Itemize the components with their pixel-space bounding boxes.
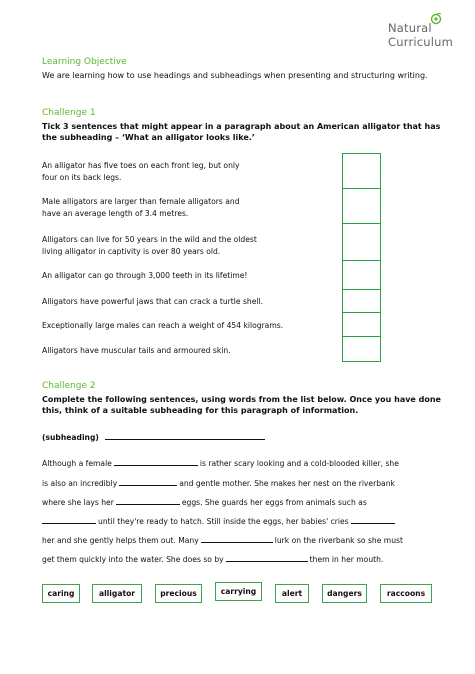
cloze-blank-1[interactable] [114, 458, 198, 466]
sentence-5 [42, 296, 332, 308]
challenge-1-instruction: Tick 3 sentences that might appear in a paragraph about an American alligator that has the subheading – ‘What an alligator looks like.’ [42, 122, 441, 142]
tick-box-5[interactable] [343, 290, 380, 313]
challenge-2-instruction: Complete the following sentences, using words from the list below. Once you have done this, think of a suitable subheading for this paragraph of information. [42, 395, 441, 415]
natural-curriculum-logo [388, 12, 468, 52]
cloze-text: where she lays her [42, 498, 114, 507]
cloze-line-4 [42, 516, 438, 527]
word-bank-alligator[interactable]: alligator [92, 584, 142, 603]
challenge-2-heading: Challenge 2 [42, 381, 96, 391]
logo-text-curriculum: Curriculum [388, 35, 454, 49]
sentence-6 [42, 320, 332, 332]
cloze-blank-5[interactable] [351, 516, 395, 524]
learning-objective-heading: Learning Objective [42, 57, 127, 67]
tick-box-2[interactable] [343, 189, 380, 224]
cloze-text: eggs. She guards her eggs from animals such as [181, 498, 367, 507]
sentence-1-line-1: An alligator has five toes on each front leg, but only [42, 161, 240, 170]
cloze-line-2 [42, 478, 438, 489]
cloze-blank-3[interactable] [116, 497, 180, 505]
tick-box-3[interactable] [343, 224, 380, 261]
learning-objective-text: We are learning how to use headings and subheadings when presenting and structuring writing. [42, 71, 428, 80]
sentence-1 [42, 160, 332, 184]
sentence-2-line-2: have an average length of 3.4 metres. [42, 209, 189, 218]
challenge-1-heading: Challenge 1 [42, 108, 96, 118]
word-bank-precious[interactable]: precious [155, 584, 202, 603]
cloze-blank-6[interactable] [201, 535, 273, 543]
sentence-7-line-1: Alligators have muscular tails and armoured skin. [42, 346, 231, 355]
cloze-text: is rather scary looking and a cold-blooded killer, she [199, 459, 399, 468]
tick-box-7[interactable] [343, 337, 380, 361]
word-bank-alert[interactable]: alert [275, 584, 309, 603]
word-bank-dangers[interactable]: dangers [322, 584, 367, 603]
tick-box-column [342, 153, 381, 362]
subheading-label: (subheading) [42, 433, 99, 442]
sentence-3-line-1: Alligators can live for 50 years in the wild and the oldest [42, 235, 257, 244]
logo-text-natural: Natural [388, 21, 432, 35]
cloze-text: her and she gently helps them out. Many [42, 536, 199, 545]
subheading-row [42, 431, 265, 443]
cloze-text: get them quickly into the water. She does so by [42, 555, 224, 564]
sentence-3 [42, 234, 332, 258]
sentence-2-line-1: Male alligators are larger than female alligators and [42, 197, 240, 206]
sentence-4-line-1: An alligator can go through 3,000 teeth in its lifetime! [42, 271, 248, 280]
word-bank-raccoons[interactable]: raccoons [380, 584, 432, 603]
cloze-line-3 [42, 497, 438, 508]
sentence-1-line-2: four on its back legs. [42, 173, 122, 182]
sentence-2 [42, 196, 332, 220]
sentence-5-line-1: Alligators have powerful jaws that can crack a turtle shell. [42, 297, 264, 306]
cloze-line-5 [42, 535, 438, 546]
sentence-7 [42, 345, 332, 357]
word-bank-carrying[interactable]: carrying [215, 582, 262, 601]
cloze-text: lurk on the riverbank so she must [274, 536, 403, 545]
sentence-3-line-2: living alligator in captivity is over 80 years old. [42, 247, 221, 256]
cloze-text: them in her mouth. [309, 555, 384, 564]
cloze-blank-4[interactable] [42, 516, 96, 524]
cloze-text: until they're ready to hatch. Still inside the eggs, her babies' cries [98, 517, 349, 526]
subheading-blank[interactable] [105, 431, 265, 440]
tick-box-1[interactable] [343, 154, 380, 189]
word-bank-caring[interactable]: caring [42, 584, 80, 603]
tick-box-6[interactable] [343, 313, 380, 337]
cloze-text: is also an incredibly [42, 479, 118, 488]
tick-box-4[interactable] [343, 261, 380, 290]
cloze-blank-2[interactable] [119, 478, 177, 486]
cloze-line-6 [42, 554, 438, 565]
sentence-6-line-1: Exceptionally large males can reach a weight of 454 kilograms. [42, 321, 284, 330]
cloze-text: Although a female [42, 459, 112, 468]
sentence-4 [42, 270, 332, 282]
cloze-blank-7[interactable] [226, 554, 308, 562]
cloze-line-1 [42, 458, 438, 469]
cloze-text: and gentle mother. She makes her nest on the riverbank [179, 479, 395, 488]
